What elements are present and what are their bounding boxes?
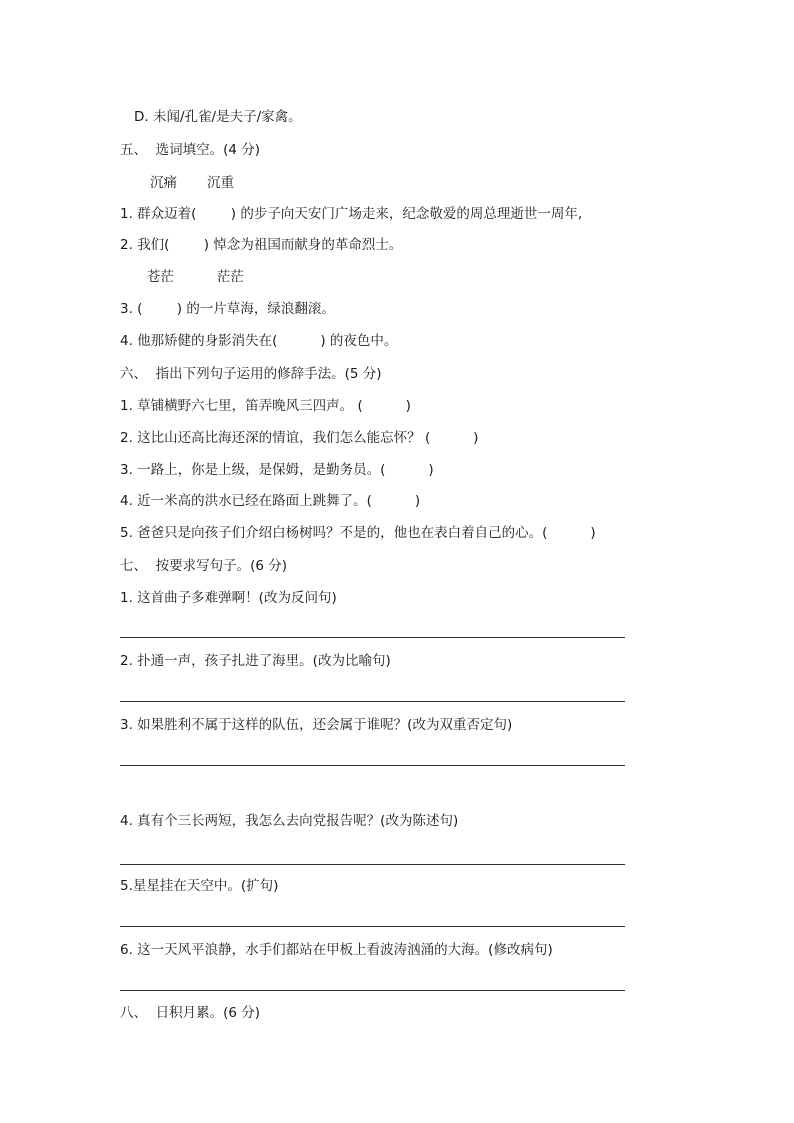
question-7-4: 4. 真有个三长两短，我怎么去向党报告呢？(改为陈述句)	[120, 813, 459, 829]
question-6-3: 3. 一路上，你是上级，是保姆，是勤务员。( )	[120, 462, 434, 478]
section-5-heading: 五、 选词填空。(4 分)	[120, 142, 260, 158]
question-6-5: 5. 爸爸只是向孩子们介绍白杨树吗？不是的，他也在表白着自己的心。( )	[120, 525, 596, 541]
question-7-6: 6. 这一天风平浪静，水手们都站在甲板上看波涛汹涌的大海。(修改病句)	[120, 942, 553, 958]
question-5-1: 1. 群众迈着( ) 的步子向天安门广场走来，纪念敬爱的周总理逝世一周年,	[120, 206, 583, 222]
answer-line[interactable]	[120, 637, 625, 638]
word-choices-2: 苍茫 茫茫	[147, 269, 244, 285]
word-choices-1: 沉痛 沉重	[150, 175, 235, 191]
section-6-heading: 六、 指出下列句子运用的修辞手法。(5 分)	[120, 366, 382, 382]
question-5-3: 3. ( ) 的一片草海，绿浪翻滚。	[120, 301, 335, 317]
answer-line[interactable]	[120, 864, 625, 865]
question-6-2: 2. 这比山还高比海还深的情谊，我们怎么能忘怀？ ( )	[120, 430, 479, 446]
question-6-4: 4. 近一米高的洪水已经在路面上跳舞了。( )	[120, 493, 421, 509]
answer-line[interactable]	[120, 701, 625, 702]
section-7-heading: 七、 按要求写句子。(6 分)	[120, 558, 287, 574]
question-7-3: 3. 如果胜利不属于这样的队伍，还会属于谁呢？(改为双重否定句)	[120, 717, 513, 733]
section-8-heading: 八、 日积月累。(6 分)	[120, 1005, 260, 1021]
question-5-4: 4. 他那矫健的身影消失在( ) 的夜色中。	[120, 333, 398, 349]
answer-line[interactable]	[120, 990, 625, 991]
option-d: D. 未闻/孔雀/是夫子/家禽。	[134, 109, 302, 125]
question-5-2: 2. 我们( ) 悼念为祖国而献身的革命烈士。	[120, 237, 403, 253]
question-7-1: 1. 这首曲子多难弹啊！(改为反问句)	[120, 590, 337, 606]
answer-line[interactable]	[120, 926, 625, 927]
question-7-5: 5.星星挂在天空中。(扩句)	[120, 878, 279, 894]
question-6-1: 1. 草铺横野六七里，笛弄晚风三四声。 ( )	[120, 398, 411, 414]
question-7-2: 2. 扑通一声，孩子扎进了海里。(改为比喻句)	[120, 653, 391, 669]
answer-line[interactable]	[120, 765, 625, 766]
